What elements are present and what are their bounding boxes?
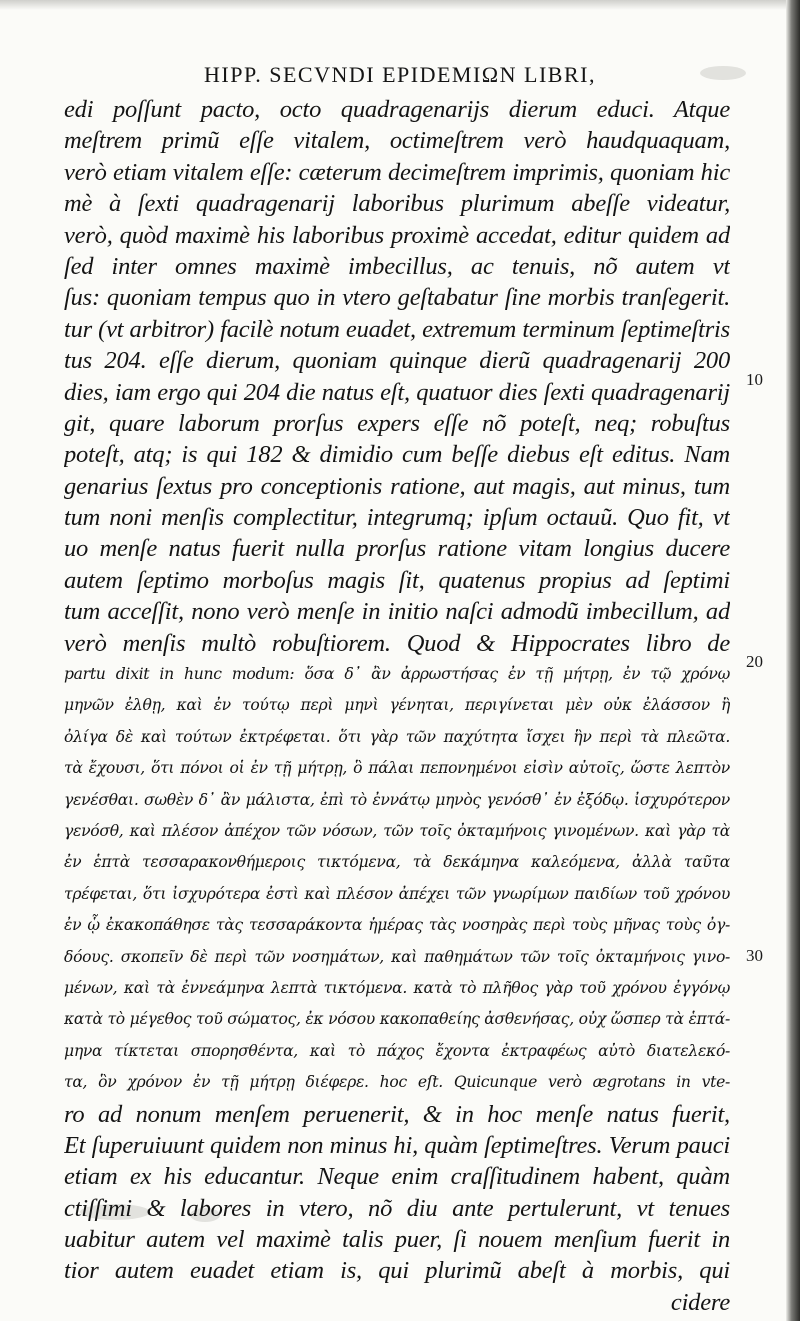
- greek-line: μηνῶν ἐλθῃ, καὶ ἐν τούτῳ περὶ μηνὶ γένηται, περιγίνεται μὲν οὐκ ἐλάσσον ἢ: [64, 696, 730, 715]
- text-line: tum acceſſit, nono verò menſe in initio naſci admodũ imbecillum, ad: [64, 598, 730, 626]
- text-line: etiam ex his educantur. Neque enim craſſitudinem habent, quàm: [64, 1163, 730, 1191]
- body-text: [64, 94, 730, 1318]
- text-line: tior autem euadet etiam is, qui plurimũ abeſt à morbis, qui: [64, 1257, 730, 1285]
- text-line: partu dixit in hunc modum: ὅσα δ᾽ ἂν ἀρρωστήσας ἐν τῇ μήτρῃ, ἐν τῷ χρόνῳ: [64, 665, 730, 684]
- margin-line-number: 30: [746, 946, 763, 965]
- text-line: poteſt, atq; is qui 182 & dimidio cum beſſe diebus eſt editus. Nam: [64, 441, 730, 469]
- text-line: ro ad nonum menſem peruenerit, & in hoc menſe natus fuerit,: [64, 1100, 730, 1128]
- greek-line: γενόσθ, καὶ πλέσον ἀπέχον τῶν νόσων, τῶν τοῖς ὀκταμήνοις γινομένων. καὶ γὰρ τὰ: [64, 821, 730, 840]
- scan-right-edge: [786, 0, 800, 1321]
- text-line: Et ſuperuiuunt quidem non minus hi, quàm ſeptimeſtres. Verum pauci: [64, 1131, 730, 1159]
- greek-line: τὰ ἔχουσι, ὅτι πόνοι οἱ ἐν τῇ μήτρῃ, ὃ πάλαι πεπονημένοι εἰσὶν αὐτοῖς, ὥστε λεπτὸν: [64, 759, 730, 778]
- text-line: ctiſſimi & labores in vtero, nõ diu ante pertulerunt, vt tenues: [64, 1194, 730, 1222]
- text-line: tus 204. eſſe dierum, quoniam quinque dierũ quadragenarij 200: [64, 347, 730, 375]
- greek-line: μηνα τίκτεται σπορησθέντα, καὶ τὸ πάχος ἔχοντα ἐκτραφέως αὐτὸ διατελεκό-: [64, 1041, 730, 1060]
- greek-line: ἐν ἑπτὰ τεσσαρακονθήμεροις τικτόμενα, τὰ δεκάμηνα καλεόμενα, ἀλλὰ ταῦτα: [64, 853, 730, 872]
- text-line: edi poſſunt pacto, octo quadragenarijs dierum educi. Atque: [64, 96, 730, 123]
- greek-line: ὀλίγα δὲ καὶ τούτων ἐκτρέφεται. ὅτι γὰρ τῶν παχύτητα ἴσχει ἣν περὶ τὰ πλεῶτα.: [64, 727, 730, 746]
- margin-line-number: 10: [746, 370, 763, 389]
- text-line: git, quare laborum prorſus expers eſſe nõ poteſt, neq; robuſtus: [64, 409, 730, 437]
- text-line: mè à ſexti quadragenarij laboribus plurimum abeſſe videatur,: [64, 190, 730, 218]
- text-line: autem ſeptimo morboſus magis ſit, quatenus propius ad ſeptimi: [64, 566, 730, 594]
- scan-top-shadow: [0, 0, 800, 10]
- text-line: τα, ὃν χρόνον ἐν τῇ μήτρῃ διέφερε. hoc eſt. Quicunque verò ægrotans in vte-: [64, 1073, 730, 1092]
- greek-line: γενέσθαι. σωθὲν δ᾽ ἂν μάλιστα, ἐπὶ τὸ ἐννάτῳ μηνὸς γενόσθ᾽ ἐν ἐξόδῳ. ἰσχυρότερον: [64, 790, 730, 809]
- greek-line: δόους. σκοπεῖν δὲ περὶ τῶν νοσημάτων, καὶ παθημάτων τῶν τοῖς ὀκταμήνοις γινο-: [64, 947, 730, 966]
- text-line: dies, iam ergo qui 204 die natus eſt, quatuor dies ſexti quadragenarij: [64, 378, 730, 406]
- text-line: verò menſis multò robuſtiorem. Quod & Hippocrates libro de: [64, 629, 730, 657]
- text-line: ſed inter omnes maximè imbecillus, ac tenuis, nõ autem vt: [64, 252, 730, 280]
- margin-line-number: 20: [746, 652, 763, 671]
- running-head: HIPP. SECVNDI EPIDEMIΩN LIBRI,: [204, 62, 596, 87]
- text-line: tur (vt arbitror) facilè notum euadet, extremum terminum ſeptimeſtris: [64, 315, 730, 343]
- text-line: uo menſe natus fuerit nulla prorſus ratione vitam longius ducere: [64, 535, 730, 563]
- text-line: verò, quòd maximè his laboribus proximè accedat, editur quidem ad: [64, 221, 730, 249]
- greek-line: τρέφεται, ὅτι ἰσχυρότερα ἐστὶ καὶ πλέσον ἀπέχει τῶν γνωρίμων παιδίων τοῦ χρόνου: [64, 884, 730, 903]
- catchword: cidere: [670, 1288, 730, 1316]
- text-line: verò etiam vitalem eſſe: cæterum decimeſtrem imprimis, quoniam hic: [64, 158, 730, 186]
- text-line: genarius ſextus pro conceptionis ratione, aut magis, aut minus, tum: [64, 472, 730, 500]
- greek-line: κατὰ τὸ μέγεθος τοῦ σώματος, ἐκ νόσου κακοπαθείης ἀσθενήσας, οὐχ ὥσπερ τὰ ἑπτά-: [64, 1010, 730, 1029]
- greek-line: μένων, καὶ τὰ ἐννεάμηνα λεπτὰ τικτόμενα. κατὰ τὸ πλῆθος γὰρ τοῦ χρόνου ἐγγόνῳ: [64, 978, 730, 997]
- text-line: uabitur autem vel maximè talis puer, ſi nouem menſium fuerit in: [64, 1226, 730, 1254]
- greek-line: ἐν ᾧ ἐκακοπάθησε τὰς τεσσαράκοντα ἡμέρας τὰς νοσηρὰς περὶ τοὺς μῆνας τοὺς ὀγ-: [64, 916, 730, 935]
- text-line: meſtrem primũ eſſe vitalem, octimeſtrem verò haudquaquam,: [64, 127, 730, 155]
- text-line: tum noni menſis complectitur, integrumq; ipſum octauũ. Quo fit, vt: [64, 504, 730, 532]
- text-line: ſus: quoniam tempus quo in vtero geſtabatur ſine morbis tranſegerit.: [64, 284, 730, 312]
